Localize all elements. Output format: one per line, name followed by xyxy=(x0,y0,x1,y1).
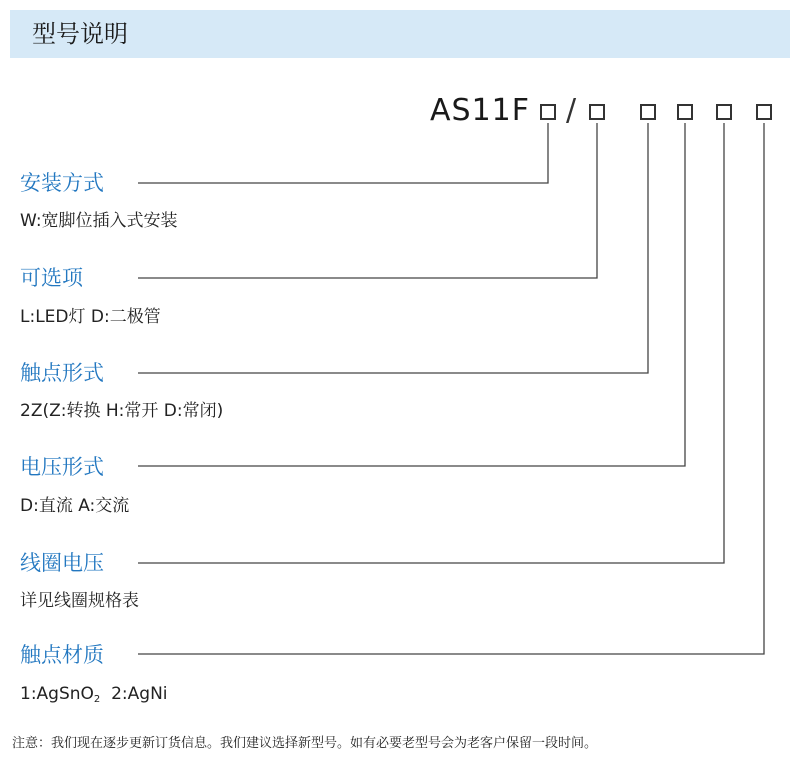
section-desc-contact-material xyxy=(20,683,168,711)
section-desc-coil-voltage: 详见线圈规格表 xyxy=(20,591,139,611)
model-code-prefix: AS11F xyxy=(430,93,530,128)
section-desc-voltage-type: D:直流 A:交流 xyxy=(20,496,130,516)
material-agsno2: 1:AgSnO xyxy=(20,684,94,704)
material-agni: 2:AgNi xyxy=(100,684,168,704)
section-desc-contact-form: 2Z(Z:转换 H:常开 D:常闭) xyxy=(20,401,224,421)
connector-line-contact-material xyxy=(138,123,764,654)
section-title-mounting: 安装方式 xyxy=(20,171,104,195)
section-desc-option: L:LED灯 D:二极管 xyxy=(20,307,161,327)
connector-line-mounting xyxy=(138,123,548,183)
material-subscript: 2 xyxy=(93,694,101,705)
section-title-coil-voltage: 线圈电压 xyxy=(20,551,104,575)
section-title-option: 可选项 xyxy=(20,266,83,290)
connector-line-option xyxy=(138,123,597,278)
code-slash: / xyxy=(566,93,577,128)
section-desc-mounting: W:宽脚位插入式安装 xyxy=(20,211,178,231)
section-title-contact-material: 触点材质 xyxy=(20,643,104,667)
footnote: 注意：我们现在逐步更新订货信息。我们建议选择新型号。如有必要老型号会为老客户保留一段时间。 xyxy=(12,736,598,751)
section-title-contact-form: 触点形式 xyxy=(20,361,104,385)
page-title: 型号说明 xyxy=(32,20,128,48)
section-title-voltage-type: 电压形式 xyxy=(20,455,104,479)
connector-line-contact-form xyxy=(138,123,648,373)
connector-line-coil-voltage xyxy=(138,123,724,563)
